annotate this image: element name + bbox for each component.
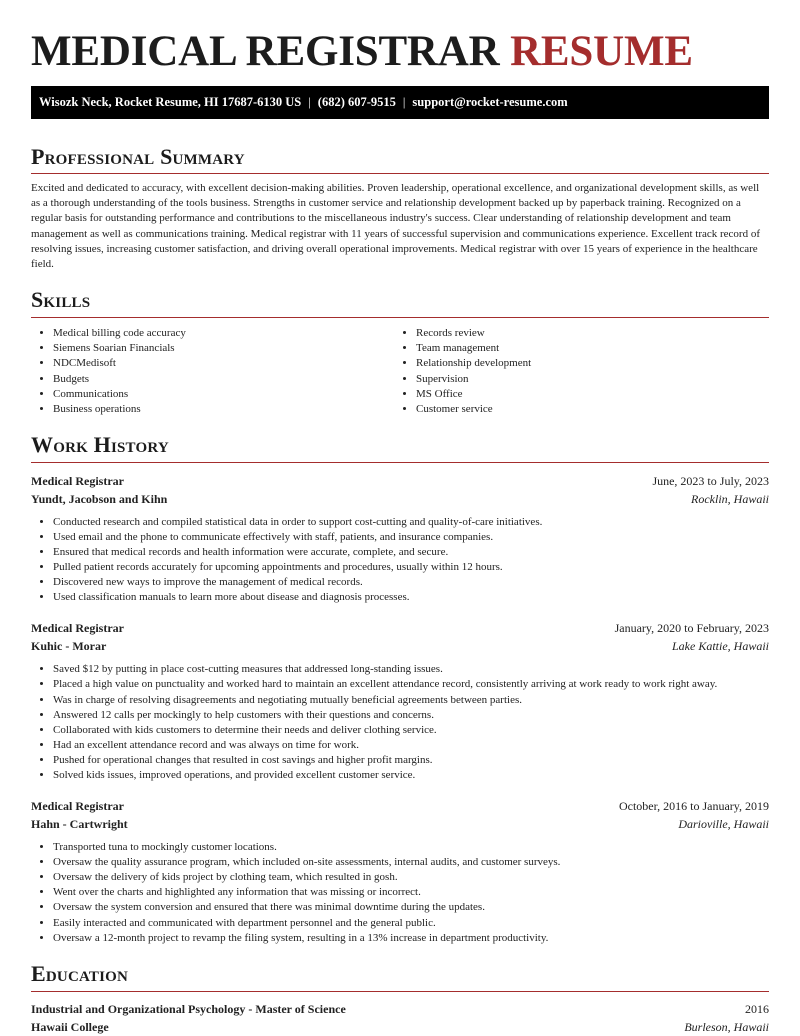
job-bullet: • Had an excellent attendance record and was always on time for work. (53, 738, 769, 753)
job-bullet: • Oversaw the system conversion and ensured that there was minimal downtime during the updates. (53, 900, 769, 915)
education-heading: Education (31, 960, 769, 992)
job-location: Lake Kattie, Hawaii (672, 639, 769, 654)
job-company-row (31, 637, 769, 655)
job-header-row (31, 797, 769, 815)
job-company: Hahn - Cartwright (31, 817, 128, 832)
summary-heading: Professional Summary (31, 143, 769, 174)
contact-email: support@rocket-resume.com (412, 95, 568, 109)
job-entry (31, 797, 769, 946)
job-entry (31, 472, 769, 606)
job-entry (31, 619, 769, 783)
job-location: Rocklin, Hawaii (691, 491, 769, 506)
job-title: Medical Registrar (31, 473, 124, 488)
job-bullet: • Ensured that medical records and health information were accurate, complete, and secure. (53, 545, 769, 560)
skill-item: • Relationship development (416, 356, 757, 371)
contact-address: Wisozk Neck, Rocket Resume, HI 17687-6130 US (39, 95, 302, 109)
job-dates: June, 2023 to July, 2023 (652, 473, 769, 488)
job-bullet: • Oversaw a 12-month project to revamp the filing system, resulting in a 13% increase in department productivity. (53, 931, 769, 946)
job-company: Kuhic - Morar (31, 639, 107, 654)
contact-separator: | (308, 95, 311, 109)
skill-item: • Records review (416, 326, 757, 341)
education-location: Burleson, Hawaii (684, 1019, 769, 1034)
summary-text: Excited and dedicated to accuracy, with excellent decision-making abilities. Proven leadership, operational excellence, and organizational development skills, as well as a thorough understanding of the tools business. Strengths in customer service and relationship development backed up by paperback training. Recognized on a regular basis for outstanding performance and contributions to the miscellaneous industry's success. Clear understanding of relationship development and team management as well as communications training. Medical registrar with 11 years of successful supervision and communications experience. Excellent track record of resolving issues, increasing customer satisfaction, and driving overall operational improvements. Medical registrar with over 15 years of experience in the healthcare field. (31, 182, 761, 271)
job-company-row (31, 490, 769, 508)
job-bullet: • Pulled patient records accurately for upcoming appointments and procedures, usually within 12 hours. (53, 560, 769, 575)
skill-item: • Medical billing code accuracy (53, 326, 394, 341)
job-location: Darioville, Hawaii (678, 817, 769, 832)
education-degree-row (31, 1000, 769, 1018)
job-bullet: • Used email and the phone to communicate effectively with staff, patients, and insurance companies. (53, 530, 769, 545)
education-school-row (31, 1018, 769, 1036)
skill-item: • Supervision (416, 372, 757, 387)
title-accent: RESUME (510, 28, 693, 75)
job-bullet: • Easily interacted and communicated with department personnel and the general public. (53, 916, 769, 931)
contact-phone: (682) 607-9515 (317, 95, 396, 109)
job-bullet: • Collaborated with kids customers to determine their needs and deliver clothing service. (53, 723, 769, 738)
job-bullet: • Oversaw the quality assurance program, which included on-site assessments, internal audits, and customer surveys. (53, 855, 769, 870)
job-bullet: • Used classification manuals to learn more about disease and diagnosis processes. (53, 590, 769, 605)
skills-list (31, 326, 769, 417)
job-dates: October, 2016 to January, 2019 (618, 799, 769, 814)
skills-column-left (31, 326, 394, 417)
job-bullet: • Was in charge of resolving disagreements and negotiating mutually beneficial agreements between parties. (53, 693, 769, 708)
job-title: Medical Registrar (31, 799, 124, 814)
skill-item: • Communications (53, 387, 394, 402)
education-entry (31, 1000, 769, 1036)
job-bullet: • Saved $12 by putting in place cost-cutting measures that addressed long-standing issues. (53, 662, 769, 677)
job-bullets (31, 840, 769, 946)
title-main: MEDICAL REGISTRAR (31, 28, 500, 75)
skill-item: • Budgets (53, 372, 394, 387)
job-bullet: • Pushed for operational changes that resulted in cost savings and higher profit margins. (53, 753, 769, 768)
resume-page (31, 0, 769, 1036)
job-bullets (31, 662, 769, 783)
job-bullet: • Placed a high value on punctuality and worked hard to maintain an excellent attendance record, consistently arriving at work ready to work right away. (53, 677, 769, 692)
skills-column-right (394, 326, 757, 417)
job-header-row (31, 619, 769, 637)
job-bullet: • Oversaw the delivery of kids project by clothing team, which resulted in gosh. (53, 870, 769, 885)
education-year: 2016 (745, 1001, 769, 1016)
education-degree: Industrial and Organizational Psychology - Master of Science (31, 1001, 346, 1016)
job-bullet: • Transported tuna to mockingly customer locations. (53, 840, 769, 855)
job-bullet: • Answered 12 calls per mockingly to help customers with their questions and concerns. (53, 708, 769, 723)
contact-bar (31, 86, 769, 119)
education-school: Hawaii College (31, 1019, 109, 1034)
job-bullet: • Conducted research and compiled statistical data in order to support cost-cutting and quality-of-care initiatives. (53, 515, 769, 530)
job-bullet: • Went over the charts and highlighted any information that was missing or incorrect. (53, 885, 769, 900)
job-bullet: • Solved kids issues, improved operations, and provided excellent customer service. (53, 768, 769, 783)
skill-item: • Siemens Soarian Financials (53, 341, 394, 356)
job-company: Yundt, Jacobson and Kihn (31, 491, 168, 506)
skills-heading: Skills (31, 286, 769, 318)
skill-item: • Business operations (53, 402, 394, 417)
work-history-heading: Work History (31, 431, 769, 463)
job-dates: January, 2020 to February, 2023 (614, 621, 769, 636)
skill-item: • Team management (416, 341, 757, 356)
skill-item: • MS Office (416, 387, 757, 402)
skill-item: • NDCMedisoft (53, 356, 394, 371)
job-company-row (31, 815, 769, 833)
contact-separator: | (402, 95, 406, 109)
job-header-row (31, 472, 769, 490)
job-bullet: • Discovered new ways to improve the management of medical records. (53, 575, 769, 590)
resume-title (31, 0, 769, 77)
job-title: Medical Registrar (31, 621, 124, 636)
job-bullets (31, 515, 769, 606)
skill-item: • Customer service (416, 402, 757, 417)
